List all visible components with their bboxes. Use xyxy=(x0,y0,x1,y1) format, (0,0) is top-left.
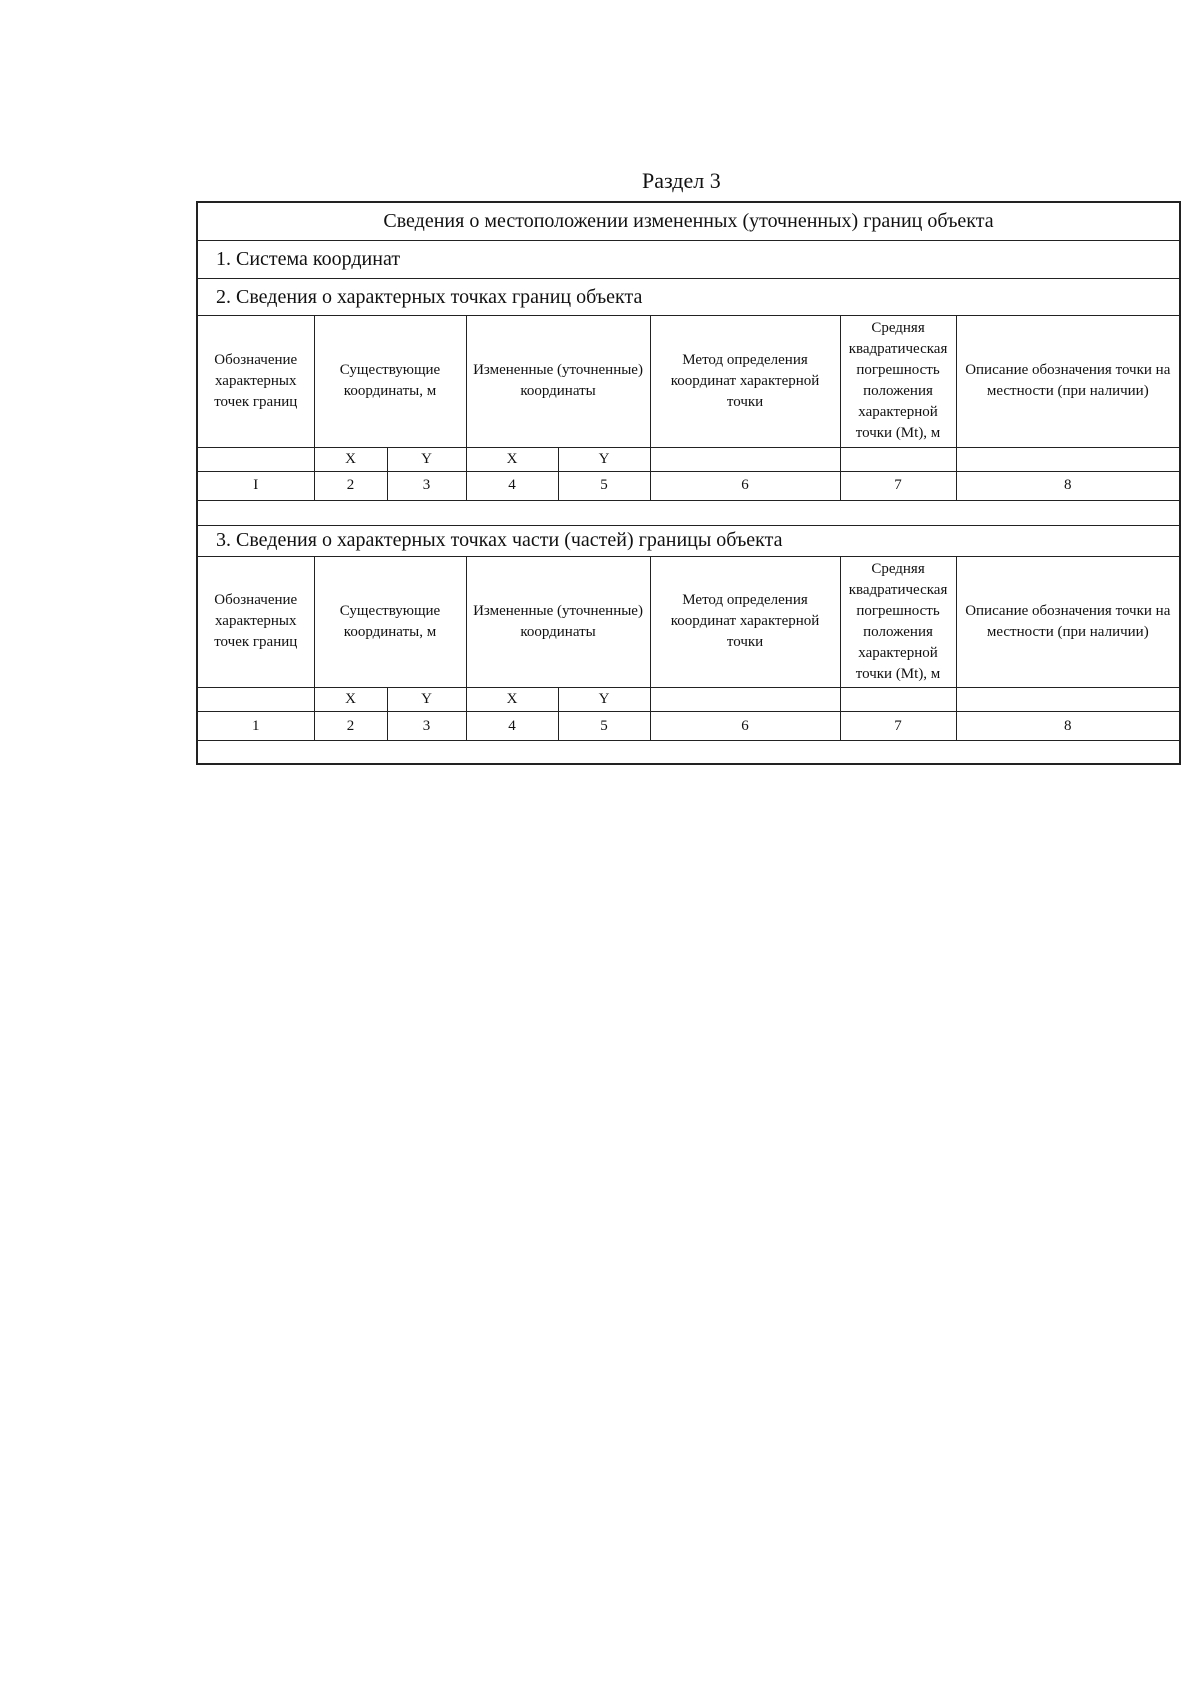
column-number: 4 xyxy=(466,712,558,741)
boundary-form xyxy=(196,201,1181,765)
block1-table xyxy=(198,316,1179,501)
column-number: 8 xyxy=(956,471,1179,500)
col-point-designation: Обозначение характерных точек границ xyxy=(198,316,314,447)
col-point-designation: Обозначение характерных точек границ xyxy=(198,557,314,688)
col-error: Средняя квадратическая погрешность положения характерной точки (Mt), м xyxy=(840,557,956,688)
xy-row xyxy=(198,688,1179,712)
col-changed-coords: Измененные (уточненные) координаты xyxy=(466,316,650,447)
column-number: 7 xyxy=(840,471,956,500)
column-number: 2 xyxy=(314,471,387,500)
column-number: 6 xyxy=(650,712,840,741)
column-number: 1 xyxy=(198,712,314,741)
x-label: X xyxy=(314,688,387,712)
block2-title: 3. Сведения о характерных точках части (частей) границы объекта xyxy=(198,526,1179,557)
x-label: X xyxy=(466,447,558,471)
col-description: Описание обозначения точки на местности (при наличии) xyxy=(956,557,1179,688)
column-number: 5 xyxy=(558,471,650,500)
block2-table xyxy=(198,557,1179,742)
empty-row xyxy=(198,741,1179,763)
column-number: 4 xyxy=(466,471,558,500)
col-existing-coords: Существующие координаты, м xyxy=(314,557,466,688)
y-label: Y xyxy=(558,447,650,471)
y-label: Y xyxy=(558,688,650,712)
column-numbers-row xyxy=(198,471,1179,500)
col-error: Средняя квадратическая погрешность положения характерной точки (Mt), м xyxy=(840,316,956,447)
column-numbers-row xyxy=(198,712,1179,741)
empty-row xyxy=(198,501,1179,526)
col-method: Метод определения координат характерной точки xyxy=(650,316,840,447)
column-number: 2 xyxy=(314,712,387,741)
form-title: Сведения о местоположении измененных (уточненных) границ объекта xyxy=(198,203,1179,241)
col-existing-coords: Существующие координаты, м xyxy=(314,316,466,447)
section-title-text: Раздел 3 xyxy=(642,168,721,193)
col-description: Описание обозначения точки на местности (при наличии) xyxy=(956,316,1179,447)
y-label: Y xyxy=(387,447,466,471)
header-row xyxy=(198,316,1179,447)
col-changed-coords: Измененные (уточненные) координаты xyxy=(466,557,650,688)
column-number: 3 xyxy=(387,471,466,500)
x-label: X xyxy=(314,447,387,471)
column-number: 6 xyxy=(650,471,840,500)
block1-title: 2. Сведения о характерных точках границ объекта xyxy=(198,279,1179,316)
column-number: I xyxy=(198,471,314,500)
coord-system-row: 1. Система координат xyxy=(198,241,1179,279)
column-number: 3 xyxy=(387,712,466,741)
x-label: X xyxy=(466,688,558,712)
xy-row xyxy=(198,447,1179,471)
column-number: 7 xyxy=(840,712,956,741)
column-number: 8 xyxy=(956,712,1179,741)
header-row xyxy=(198,557,1179,688)
y-label: Y xyxy=(387,688,466,712)
col-method: Метод определения координат характерной точки xyxy=(650,557,840,688)
column-number: 5 xyxy=(558,712,650,741)
